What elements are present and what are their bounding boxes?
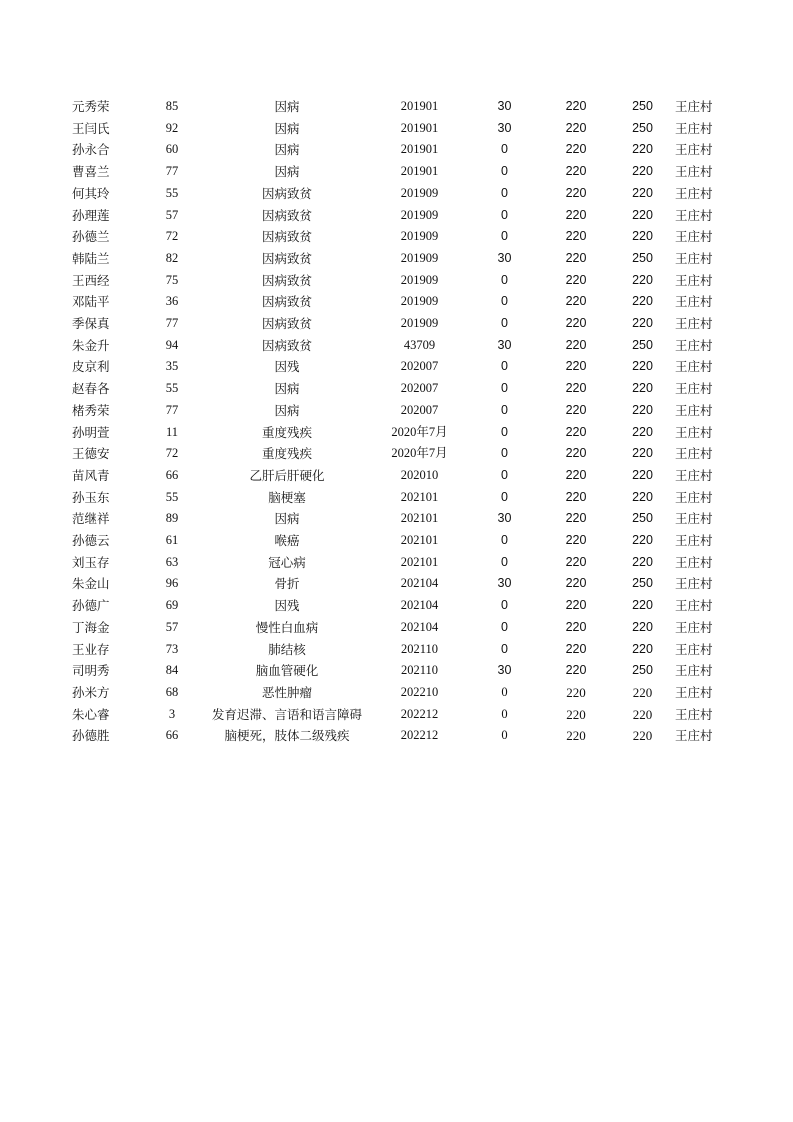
cause-cell: 因病致贫: [261, 185, 312, 201]
date-cell: 2020年7月: [391, 424, 448, 439]
name-cell: 元秀荣: [72, 99, 110, 114]
cause-cell: 脑血管硬化: [255, 663, 319, 679]
base-amount-cell: 220: [565, 359, 587, 374]
base-amount-cell: 220: [565, 207, 587, 222]
age-cell: 55: [165, 185, 179, 200]
village-cell: 王庄村: [675, 402, 713, 418]
supplement-cell: 0: [501, 294, 508, 309]
age-cell: 72: [165, 229, 179, 244]
table-row: [72, 595, 742, 617]
date-cell: 201901: [400, 99, 439, 113]
base-amount-cell: 220: [565, 554, 587, 569]
name-cell: 范继祥: [72, 511, 110, 527]
base-amount-cell: 220: [565, 663, 587, 678]
base-amount-cell: 220: [565, 424, 587, 439]
records-body: [72, 96, 742, 747]
cause-cell: 因病致贫: [261, 294, 312, 310]
supplement-cell: 0: [501, 402, 508, 417]
age-cell: 35: [165, 359, 179, 374]
cause-cell: 因残: [274, 598, 300, 614]
age-cell: 68: [165, 684, 179, 699]
village-cell: 王庄村: [675, 99, 713, 114]
supplement-cell: 0: [501, 598, 508, 613]
name-cell: 王德安: [72, 446, 110, 462]
village-cell: 王庄村: [675, 359, 713, 375]
table-row: [72, 270, 742, 292]
cause-cell: 恶性肿瘤: [261, 684, 312, 700]
village-cell: 王庄村: [675, 381, 713, 397]
name-cell: 孙德广: [72, 598, 110, 614]
base-amount-cell: 220: [565, 272, 587, 287]
cause-cell: 乙肝后肝硬化: [249, 467, 325, 483]
supplement-cell: 0: [501, 359, 508, 374]
date-cell: 201909: [400, 272, 439, 287]
date-cell: 202101: [400, 511, 439, 526]
age-cell: 89: [165, 511, 179, 526]
base-amount-cell: 220: [565, 489, 587, 504]
date-cell: 43709: [403, 337, 436, 352]
base-amount-cell: 220: [565, 316, 587, 331]
table-row: [72, 704, 742, 726]
total-amount-cell: 220: [632, 728, 653, 744]
supplement-cell: 0: [501, 554, 508, 569]
cause-cell: 重度残疾: [261, 424, 312, 440]
name-cell: 朱心睿: [72, 706, 110, 722]
base-amount-cell: 220: [565, 337, 587, 352]
table-row: [72, 248, 742, 270]
total-amount-cell: 220: [632, 164, 653, 179]
base-amount-cell: 220: [566, 706, 586, 722]
village-cell: 王庄村: [675, 446, 713, 462]
date-cell: 201909: [400, 185, 439, 200]
total-amount-cell: 220: [632, 598, 653, 613]
total-amount-cell: 220: [632, 359, 653, 374]
cause-cell: 因病: [274, 402, 300, 418]
cause-cell: 喉癌: [274, 533, 300, 549]
table-row: [72, 508, 742, 530]
name-cell: 季保真: [72, 316, 110, 332]
supplement-cell: 30: [497, 337, 512, 352]
total-amount-cell: 250: [632, 250, 653, 265]
cause-cell: 因病: [274, 511, 300, 527]
village-cell: 王庄村: [675, 294, 713, 310]
age-cell: 3: [168, 706, 176, 721]
age-cell: 63: [165, 554, 179, 569]
name-cell: 曹喜兰: [72, 164, 110, 180]
cause-cell: 脑梗死，肢体二级残疾: [224, 728, 350, 744]
supplement-cell: 0: [501, 533, 508, 548]
name-cell: 孙德兰: [72, 229, 110, 245]
cause-cell: 因病: [274, 99, 300, 114]
supplement-cell: 30: [497, 511, 512, 526]
total-amount-cell: 220: [632, 272, 653, 287]
supplement-cell: 0: [501, 185, 508, 200]
cause-cell: 慢性白血病: [255, 619, 319, 635]
base-amount-cell: 220: [565, 250, 587, 265]
age-cell: 72: [165, 446, 179, 461]
date-cell: 202007: [400, 402, 439, 417]
supplement-cell: 0: [501, 706, 508, 721]
base-amount-cell: 220: [565, 619, 587, 634]
age-cell: 75: [165, 272, 179, 287]
table-row: [72, 118, 742, 140]
cause-cell: 脑梗塞: [268, 489, 306, 505]
total-amount-cell: 220: [632, 446, 653, 461]
base-amount-cell: 220: [565, 467, 587, 482]
supplement-cell: 30: [497, 576, 512, 591]
total-amount-cell: 220: [632, 684, 653, 700]
date-cell: 201909: [400, 316, 439, 331]
base-amount-cell: 220: [565, 120, 587, 135]
table-row: [72, 465, 742, 487]
age-cell: 66: [165, 467, 179, 482]
base-amount-cell: 220: [565, 229, 587, 244]
base-amount-cell: 220: [565, 185, 587, 200]
age-cell: 73: [165, 641, 179, 656]
table-row: [72, 313, 742, 335]
table-row: [72, 161, 742, 183]
base-amount-cell: 220: [565, 99, 587, 113]
total-amount-cell: 220: [632, 142, 653, 157]
date-cell: 202110: [400, 663, 439, 678]
table-row: [72, 139, 742, 161]
cause-cell: 因病: [274, 142, 300, 158]
date-cell: 201901: [400, 142, 439, 157]
base-amount-cell: 220: [565, 294, 587, 309]
name-cell: 王闫氏: [72, 120, 110, 136]
name-cell: 孙德云: [72, 533, 110, 549]
base-amount-cell: 220: [565, 598, 587, 613]
village-cell: 王庄村: [675, 207, 713, 223]
village-cell: 王庄村: [675, 337, 713, 353]
age-cell: 82: [165, 250, 179, 265]
name-cell: 邓陆平: [72, 294, 110, 310]
supplement-cell: 0: [501, 272, 508, 287]
cause-cell: 肺结核: [268, 641, 306, 657]
village-cell: 王庄村: [675, 533, 713, 549]
name-cell: 朱金山: [72, 576, 110, 592]
total-amount-cell: 220: [632, 641, 653, 656]
cause-cell: 因病致贫: [261, 229, 312, 245]
date-cell: 201909: [400, 229, 439, 244]
age-cell: 85: [165, 99, 179, 113]
supplement-cell: 0: [501, 142, 508, 157]
table-row: [72, 378, 742, 400]
village-cell: 王庄村: [675, 684, 713, 700]
total-amount-cell: 220: [632, 533, 653, 548]
age-cell: 61: [165, 533, 179, 548]
age-cell: 36: [165, 294, 179, 309]
date-cell: 202210: [400, 684, 439, 699]
date-cell: 202110: [400, 641, 439, 656]
age-cell: 77: [165, 316, 179, 331]
base-amount-cell: 220: [565, 164, 587, 179]
village-cell: 王庄村: [675, 185, 713, 201]
total-amount-cell: 220: [632, 467, 653, 482]
supplement-cell: 0: [501, 489, 508, 504]
cause-cell: 重度残疾: [261, 446, 312, 462]
date-cell: 202104: [400, 576, 439, 591]
cause-cell: 因病致贫: [261, 337, 312, 353]
supplement-cell: 30: [497, 120, 512, 135]
supplement-cell: 0: [501, 641, 508, 656]
supplement-cell: 0: [501, 446, 508, 461]
name-cell: 王业存: [72, 641, 110, 657]
table-row: [72, 291, 742, 313]
supplement-cell: 0: [501, 207, 508, 222]
date-cell: 202101: [400, 489, 439, 504]
table-row: [72, 96, 742, 118]
total-amount-cell: 250: [632, 663, 653, 678]
village-cell: 王庄村: [675, 576, 713, 592]
supplement-cell: 30: [497, 250, 512, 265]
base-amount-cell: 220: [565, 142, 587, 157]
date-cell: 201901: [400, 164, 439, 179]
supplement-cell: 0: [501, 229, 508, 244]
village-cell: 王庄村: [675, 728, 713, 744]
date-cell: 201901: [400, 120, 439, 135]
village-cell: 王庄村: [675, 706, 713, 722]
date-cell: 2020年7月: [391, 446, 448, 461]
date-cell: 202007: [400, 359, 439, 374]
name-cell: 孙明萱: [72, 424, 110, 440]
total-amount-cell: 220: [632, 185, 653, 200]
total-amount-cell: 220: [632, 706, 653, 722]
date-cell: 202212: [400, 706, 439, 721]
cause-cell: 因病: [274, 381, 300, 397]
total-amount-cell: 250: [632, 337, 653, 352]
village-cell: 王庄村: [675, 120, 713, 136]
village-cell: 王庄村: [675, 641, 713, 657]
date-cell: 201909: [400, 294, 439, 309]
date-cell: 202101: [400, 554, 439, 569]
village-cell: 王庄村: [675, 467, 713, 483]
village-cell: 王庄村: [675, 554, 713, 570]
name-cell: 苗风青: [72, 467, 110, 483]
age-cell: 77: [165, 164, 179, 179]
table-row: [72, 573, 742, 595]
date-cell: 202010: [400, 467, 439, 482]
village-cell: 王庄村: [675, 250, 713, 266]
total-amount-cell: 220: [632, 294, 653, 309]
total-amount-cell: 250: [632, 99, 653, 113]
total-amount-cell: 220: [632, 229, 653, 244]
date-cell: 202007: [400, 381, 439, 396]
age-cell: 55: [165, 489, 179, 504]
name-cell: 丁海金: [72, 619, 110, 635]
base-amount-cell: 220: [565, 511, 587, 526]
total-amount-cell: 220: [632, 402, 653, 417]
cause-cell: 因病: [274, 164, 300, 180]
table-row: [72, 725, 742, 747]
base-amount-cell: 220: [565, 533, 587, 548]
supplement-cell: 0: [501, 467, 508, 482]
name-cell: 楮秀荣: [72, 402, 110, 418]
name-cell: 韩陆兰: [72, 250, 110, 266]
name-cell: 赵春各: [72, 381, 110, 397]
village-cell: 王庄村: [675, 663, 713, 679]
name-cell: 孙玉东: [72, 489, 110, 505]
total-amount-cell: 220: [632, 316, 653, 331]
table-row: [72, 639, 742, 661]
base-amount-cell: 220: [565, 576, 587, 591]
age-cell: 77: [165, 402, 179, 417]
name-cell: 孙米方: [72, 684, 110, 700]
table-row: [72, 552, 742, 574]
village-cell: 王庄村: [675, 142, 713, 158]
table-row: [72, 356, 742, 378]
date-cell: 202104: [400, 598, 439, 613]
table-row: [72, 183, 742, 205]
age-cell: 84: [165, 663, 179, 678]
age-cell: 60: [165, 142, 179, 157]
cause-cell: 因病致贫: [261, 207, 312, 223]
supplement-cell: 30: [497, 663, 512, 678]
name-cell: 孙德胜: [72, 728, 110, 744]
cause-cell: 冠心病: [268, 554, 306, 570]
base-amount-cell: 220: [566, 684, 586, 700]
date-cell: 202101: [400, 533, 439, 548]
village-cell: 王庄村: [675, 229, 713, 245]
age-cell: 57: [165, 207, 179, 222]
supplement-cell: 0: [501, 381, 508, 396]
date-cell: 202104: [400, 619, 439, 634]
supplement-cell: 0: [501, 316, 508, 331]
cause-cell: 因病: [274, 120, 300, 136]
records-table: [72, 96, 742, 747]
name-cell: 孙永合: [72, 142, 110, 158]
village-cell: 王庄村: [675, 489, 713, 505]
table-row: [72, 617, 742, 639]
date-cell: 201909: [400, 207, 439, 222]
base-amount-cell: 220: [565, 402, 587, 417]
total-amount-cell: 250: [632, 120, 653, 135]
supplement-cell: 0: [501, 728, 508, 743]
age-cell: 69: [165, 598, 179, 613]
name-cell: 孙理莲: [72, 207, 110, 223]
cause-cell: 骨折: [274, 576, 300, 592]
total-amount-cell: 220: [632, 554, 653, 569]
cause-cell: 发育迟滞、言语和语言障碍: [211, 706, 362, 722]
name-cell: 何其玲: [72, 185, 110, 201]
name-cell: 王西经: [72, 272, 110, 288]
supplement-cell: 0: [501, 164, 508, 179]
table-row: [72, 660, 742, 682]
supplement-cell: 30: [497, 99, 512, 113]
village-cell: 王庄村: [675, 424, 713, 440]
village-cell: 王庄村: [675, 164, 713, 180]
total-amount-cell: 250: [632, 511, 653, 526]
age-cell: 11: [165, 424, 179, 439]
supplement-cell: 0: [501, 424, 508, 439]
age-cell: 96: [165, 576, 179, 591]
table-row: [72, 226, 742, 248]
age-cell: 94: [165, 337, 179, 352]
cause-cell: 因病致贫: [261, 250, 312, 266]
table-row: [72, 422, 742, 444]
table-row: [72, 400, 742, 422]
village-cell: 王庄村: [675, 272, 713, 288]
total-amount-cell: 250: [632, 576, 653, 591]
name-cell: 司明秀: [72, 663, 110, 679]
name-cell: 朱金升: [72, 337, 110, 353]
age-cell: 57: [165, 619, 179, 634]
table-row: [72, 205, 742, 227]
total-amount-cell: 220: [632, 424, 653, 439]
age-cell: 92: [165, 120, 179, 135]
cause-cell: 因病致贫: [261, 272, 312, 288]
cause-cell: 因病致贫: [261, 316, 312, 332]
supplement-cell: 0: [501, 684, 508, 699]
total-amount-cell: 220: [632, 619, 653, 634]
total-amount-cell: 220: [632, 381, 653, 396]
village-cell: 王庄村: [675, 598, 713, 614]
supplement-cell: 0: [501, 619, 508, 634]
village-cell: 王庄村: [675, 316, 713, 332]
name-cell: 皮京利: [72, 359, 110, 375]
table-row: [72, 487, 742, 509]
table-row: [72, 335, 742, 357]
cause-cell: 因残: [274, 359, 300, 375]
base-amount-cell: 220: [565, 381, 587, 396]
table-row: [72, 530, 742, 552]
table-row: [72, 682, 742, 704]
total-amount-cell: 220: [632, 207, 653, 222]
village-cell: 王庄村: [675, 619, 713, 635]
age-cell: 55: [165, 381, 179, 396]
age-cell: 66: [165, 728, 179, 743]
date-cell: 202212: [400, 728, 439, 743]
base-amount-cell: 220: [565, 641, 587, 656]
date-cell: 201909: [400, 250, 439, 265]
base-amount-cell: 220: [565, 446, 587, 461]
table-row: [72, 443, 742, 465]
base-amount-cell: 220: [566, 728, 586, 744]
village-cell: 王庄村: [675, 511, 713, 527]
total-amount-cell: 220: [632, 489, 653, 504]
name-cell: 刘玉存: [72, 554, 110, 570]
